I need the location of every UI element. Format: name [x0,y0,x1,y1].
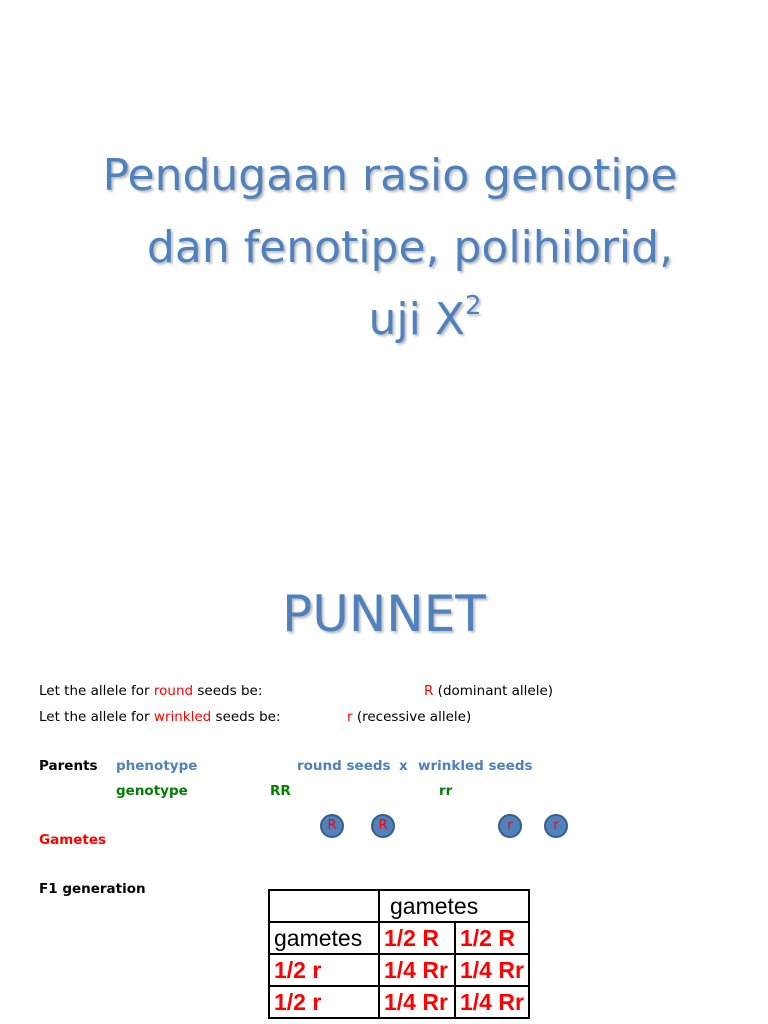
slide-title [40,140,740,356]
genotype-label: genotype [116,783,188,799]
title-line-3-text: uji X [368,294,465,345]
allele-prefix: Let the allele for [39,709,154,725]
phenotype-label: phenotype [116,758,198,774]
table-cell: 1/4 Rr [379,954,455,986]
table-row-label: 1/2 r [269,954,379,986]
allele-line-round [39,683,262,699]
genotype-right: rr [439,783,453,799]
gamete-circle: R [320,814,344,838]
allele-note-dominant: (dominant allele) [433,683,554,699]
allele-symbol-recessive: r [347,709,353,725]
allele-note-recessive: (recessive allele) [352,709,472,725]
allele-symbol-wrinkled-line [347,709,471,725]
table-header-gametes: gametes [379,890,529,922]
table-corner-cell [269,890,379,922]
allele-trait-round: round [153,683,194,699]
phenotype-left: round seeds [297,758,391,774]
table-cell: 1/4 Rr [455,986,529,1018]
allele-symbol-round-line [424,683,553,699]
allele-suffix: seeds be: [193,683,263,699]
slide-heading: PUNNET [282,585,486,643]
gametes-label: Gametes [39,832,107,848]
phenotype-right: wrinkled seeds [418,758,533,774]
table-row-label: 1/2 r [269,986,379,1018]
parents-label: Parents [39,758,98,774]
cross-symbol: x [399,758,408,774]
punnett-square [268,889,530,1019]
table-cell: 1/4 Rr [455,954,529,986]
allele-line-wrinkled [39,709,281,725]
allele-prefix: Let the allele for [39,683,154,699]
gamete-circle: R [371,814,395,838]
f1-generation-label: F1 generation [39,881,146,897]
table-header-row [269,890,529,922]
genotype-left: RR [270,783,291,799]
allele-trait-wrinkled: wrinkled [153,709,212,725]
title-line-1: Pendugaan rasio genotipe [102,150,678,201]
gamete-circle: r [498,814,522,838]
gamete-circle: r [544,814,568,838]
table-row [269,954,529,986]
allele-suffix: seeds be: [211,709,281,725]
table-cell: 1/2 R [379,922,455,954]
table-row [269,986,529,1018]
table-cell: 1/2 R [455,922,529,954]
table-row [269,922,529,954]
table-row-label: gametes [269,922,379,954]
title-superscript: 2 [464,291,482,321]
table-cell: 1/4 Rr [379,986,455,1018]
allele-symbol-dominant: R [424,683,434,699]
title-line-2: dan fenotipe, polihibrid, [146,222,674,273]
title-line-3 [40,284,740,356]
